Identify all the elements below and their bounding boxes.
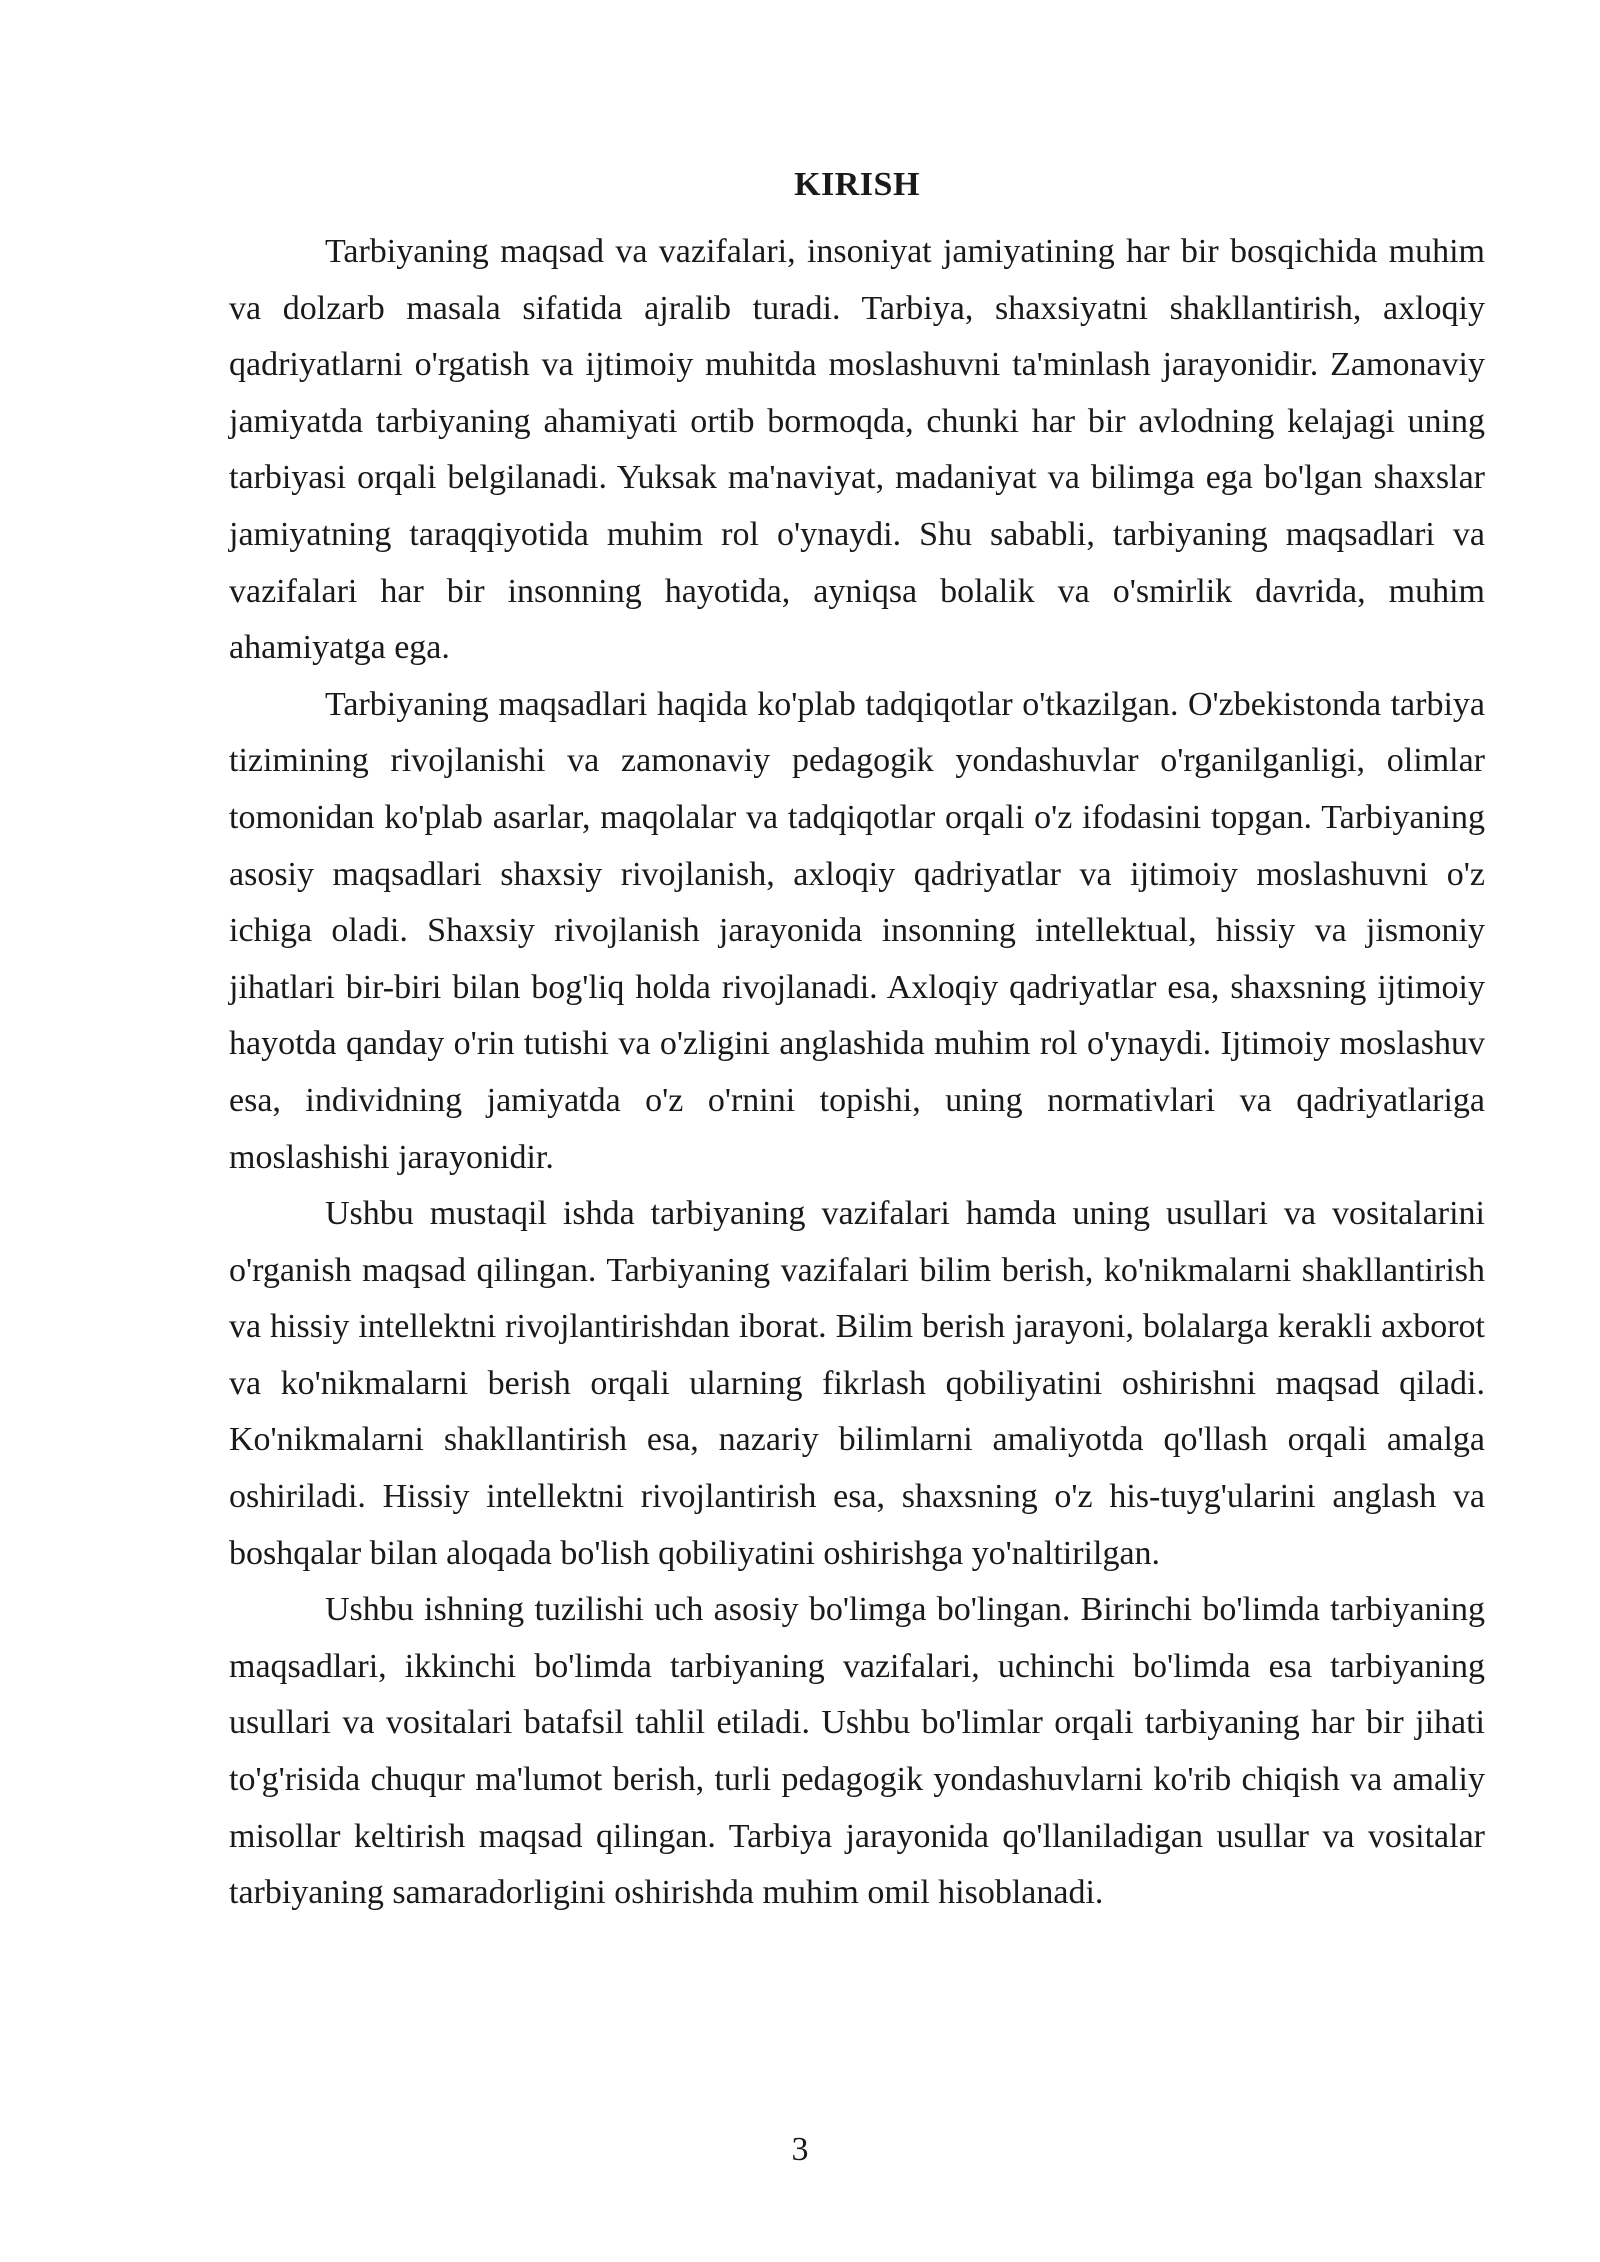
page-content [229, 162, 1485, 1922]
page-title: KIRISH [794, 166, 920, 203]
page-number: 3 [791, 2131, 809, 2168]
paragraph-1: Tarbiyaning maqsad va vazifalari, insoniyat jamiyatining har bir bosqichida muhim va dolzarb masala sifatida ajralib turadi. Tarbiya, shaxsiyatni shakllantirish, axloqiy qadriyatlarni o'rgatish va ijtimoiy muhitda moslashuvni ta'minlash jarayonidir. Zamonaviy jamiyatda tarbiyaning ahamiyati ortib bormoqda, chunki har bir avlodning kelajagi uning tarbiyasi orqali belgilanadi. Yuksak ma'naviyat, madaniyat va bilimga ega bo'lgan shaxslar jamiyatning taraqqiyotida muhim rol o'ynaydi. Shu sababli, tarbiyaning maqsadlari va vazifalari har bir insonning hayotida, ayniqsa bolalik va o'smirlik davrida, muhim ahamiyatga ega. [229, 233, 1485, 667]
paragraph-4: Ushbu ishning tuzilishi uch asosiy bo'limga bo'lingan. Birinchi bo'limda tarbiyaning maqsadlari, ikkinchi bo'limda tarbiyaning vazifalari, uchinchi bo'limda esa tarbiyaning usullari va vositalari batafsil tahlil etiladi. Ushbu bo'limlar orqali tarbiyaning har bir jihati to'g'risida chuqur ma'lumot berish, turli pedagogik yondashuvlarni ko'rib chiqish va amaliy misollar keltirish maqsad qilingan. Tarbiya jarayonida qo'llaniladigan usullar va vositalar tarbiyaning samaradorligini oshirishda muhim omil hisoblanadi. [229, 1591, 1485, 1912]
paragraph-3: Ushbu mustaqil ishda tarbiyaning vazifalari hamda uning usullari va vositalarini o'rganish maqsad qilingan. Tarbiyaning vazifalari bilim berish, ko'nikmalarni shakllantirish va hissiy intellektni rivojlantirishdan iborat. Bilim berish jarayoni, bolalarga kerakli axborot va ko'nikmalarni berish orqali ularning fikrlash qobiliyatini oshirishni maqsad qiladi. Ko'nikmalarni shakllantirish esa, nazariy bilimlarni amaliyotda qo'llash orqali amalga oshiriladi. Hissiy intellektni rivojlantirish esa, shaxsning o'z his-tuyg'ularini anglash va boshqalar bilan aloqada bo'lish qobiliyatini oshirishga yo'naltirilgan. [229, 1195, 1485, 1572]
paragraph-2: Tarbiyaning maqsadlari haqida ko'plab tadqiqotlar o'tkazilgan. O'zbekistonda tarbiya tizimining rivojlanishi va zamonaviy pedagogik yondashuvlar o'rganilganligi, olimlar tomonidan ko'plab asarlar, maqolalar va tadqiqotlar orqali o'z ifodasini topgan. Tarbiyaning asosiy maqsadlari shaxsiy rivojlanish, axloqiy qadriyatlar va ijtimoiy moslashuvni o'z ichiga oladi. Shaxsiy rivojlanish jarayonida insonning intellektual, hissiy va jismoniy jihatlari bir-biri bilan bog'liq holda rivojlanadi. Axloqiy qadriyatlar esa, shaxsning ijtimoiy hayotda qanday o'rin tutishi va o'zligini anglashida muhim rol o'ynaydi. Ijtimoiy moslashuv esa, individning jamiyatda o'z o'rnini topishi, uning normativlari va qadriyatlariga moslashishi jarayonidir. [229, 685, 1485, 1176]
